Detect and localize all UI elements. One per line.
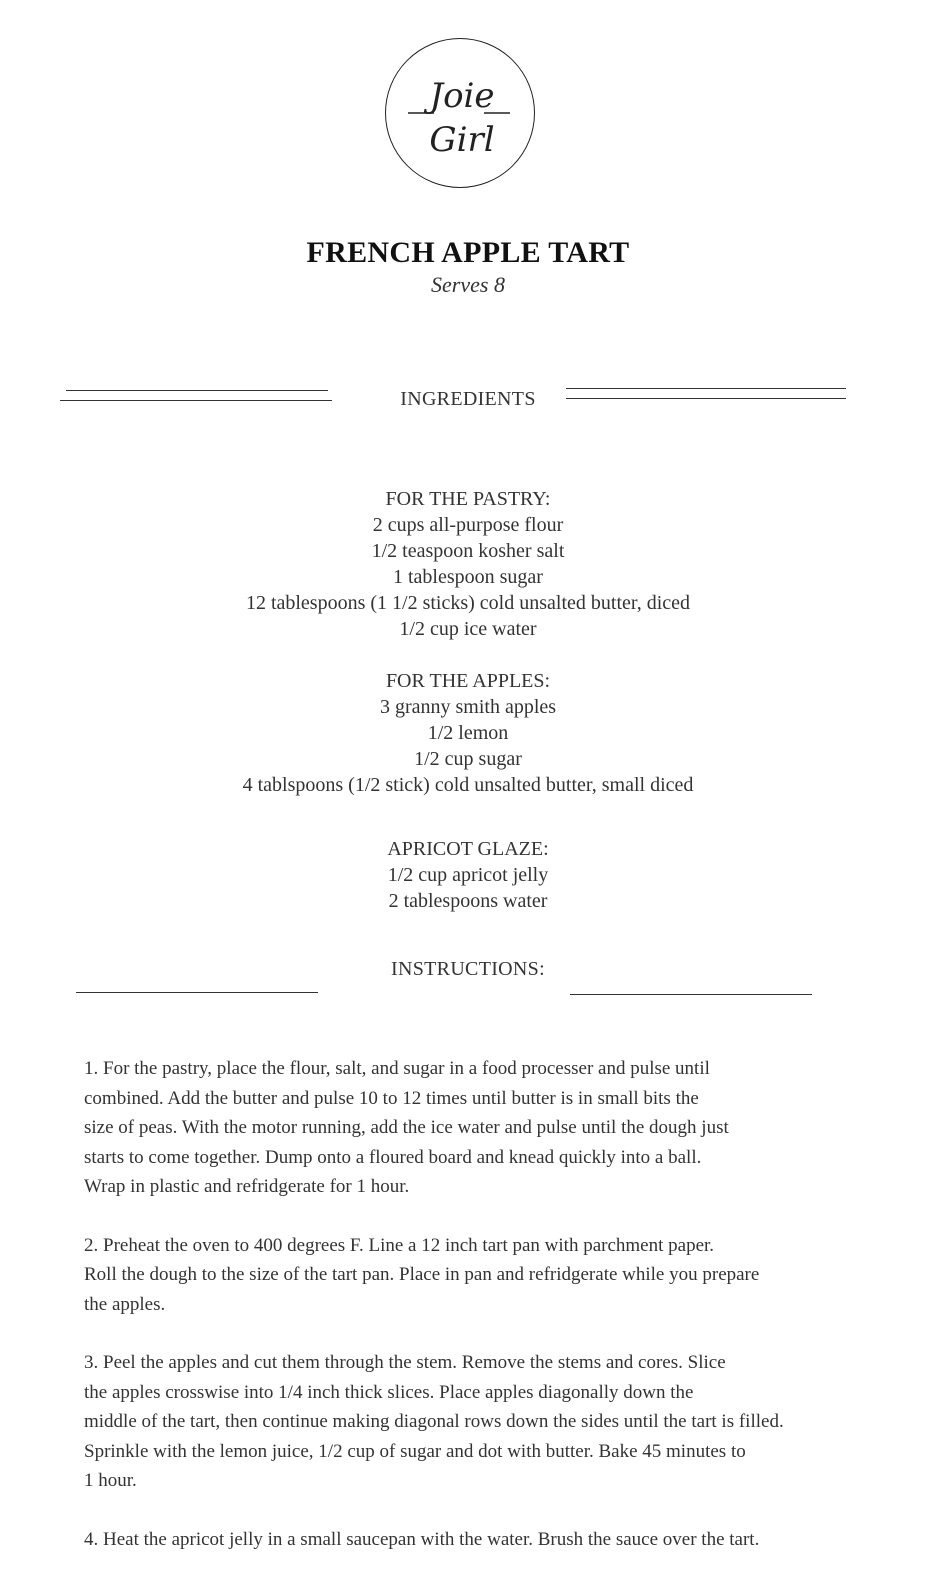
logo-script-mark bbox=[386, 39, 536, 189]
instructions-heading: INSTRUCTIONS: bbox=[391, 958, 545, 980]
instruction-step-1 bbox=[84, 1054, 884, 1202]
step-line: starts to come together. Dump onto a floured board and knead quickly into a ball. bbox=[84, 1146, 702, 1168]
ingredient-group-glaze bbox=[0, 836, 936, 914]
ingredient-group-heading: APRICOT GLAZE: bbox=[387, 838, 549, 860]
step-line: 1. For the pastry, place the flour, salt, and sugar in a food processer and pulse until bbox=[84, 1058, 710, 1079]
step-line: middle of the tart, then continue making diagonal rows down the sides until the tart is filled. bbox=[84, 1411, 784, 1432]
instruction-steps bbox=[84, 1054, 884, 1583]
step-line: 4. Heat the apricot jelly in a small saucepan with the water. Brush the sauce over the tart. bbox=[84, 1528, 760, 1550]
step-line: size of peas. With the motor running, add the ice water and pulse until the dough just bbox=[84, 1117, 729, 1138]
step-line: the apples. bbox=[84, 1293, 166, 1315]
instruction-step-4 bbox=[84, 1525, 884, 1555]
ingredient-group-pastry bbox=[0, 486, 936, 642]
step-line: combined. Add the butter and pulse 10 to 12 times until butter is in small bits the bbox=[84, 1087, 699, 1109]
ingredient-item: 2 tablespoons water bbox=[388, 890, 548, 912]
ingredients-heading: INGREDIENTS bbox=[400, 388, 536, 410]
recipe-serves: Serves 8 bbox=[431, 272, 505, 297]
ingredient-item: 1/2 lemon bbox=[427, 722, 509, 744]
joie-girl-logo bbox=[385, 38, 535, 188]
instruction-step-3 bbox=[84, 1348, 884, 1496]
instructions-rule-right bbox=[570, 994, 812, 995]
logo-text-joie: Joie bbox=[429, 76, 495, 116]
ingredient-group-heading: FOR THE PASTRY: bbox=[385, 488, 551, 510]
step-line: Roll the dough to the size of the tart pan. Place in pan and refridgerate while you prepare bbox=[84, 1264, 760, 1285]
ingredients-list bbox=[0, 486, 936, 940]
step-line: 3. Peel the apples and cut them through the stem. Remove the stems and cores. Slice bbox=[84, 1352, 726, 1373]
instructions-rule-left bbox=[76, 992, 318, 993]
ingredient-item: 4 tablspoons (1/2 stick) cold unsalted butter, small diced bbox=[242, 774, 694, 796]
ingredient-item: 1/2 teaspoon kosher salt bbox=[371, 540, 565, 562]
ingredient-item: 12 tablespoons (1 1/2 sticks) cold unsalted butter, diced bbox=[245, 592, 691, 614]
recipe-title: FRENCH APPLE TART bbox=[306, 236, 630, 269]
step-line: 1 hour. bbox=[84, 1470, 137, 1491]
step-line: 2. Preheat the oven to 400 degrees F. Line a 12 inch tart pan with parchment paper. bbox=[84, 1234, 715, 1256]
step-line: Wrap in plastic and refridgerate for 1 hour. bbox=[84, 1176, 410, 1197]
ingredient-group-apples bbox=[0, 668, 936, 798]
ingredient-item: 1 tablespoon sugar bbox=[393, 566, 543, 588]
ingredient-item: 1/2 cup ice water bbox=[399, 618, 537, 640]
ingredient-item: 1/2 cup sugar bbox=[414, 748, 522, 770]
ingredient-item: 3 granny smith apples bbox=[379, 696, 557, 718]
ingredient-item: 1/2 cup apricot jelly bbox=[387, 864, 549, 886]
step-line: the apples crosswise into 1/4 inch thick slices. Place apples diagonally down the bbox=[84, 1381, 694, 1403]
ingredients-rule-right-bottom bbox=[566, 398, 846, 399]
ingredients-rule-right-top bbox=[566, 388, 846, 389]
ingredient-item: 2 cups all-purpose flour bbox=[372, 514, 564, 536]
ingredient-group-heading: FOR THE APPLES: bbox=[385, 670, 551, 692]
instruction-step-2 bbox=[84, 1231, 884, 1320]
logo-text-girl: Girl bbox=[429, 120, 495, 160]
step-line: Sprinkle with the lemon juice, 1/2 cup of sugar and dot with butter. Bake 45 minutes to bbox=[84, 1440, 746, 1462]
